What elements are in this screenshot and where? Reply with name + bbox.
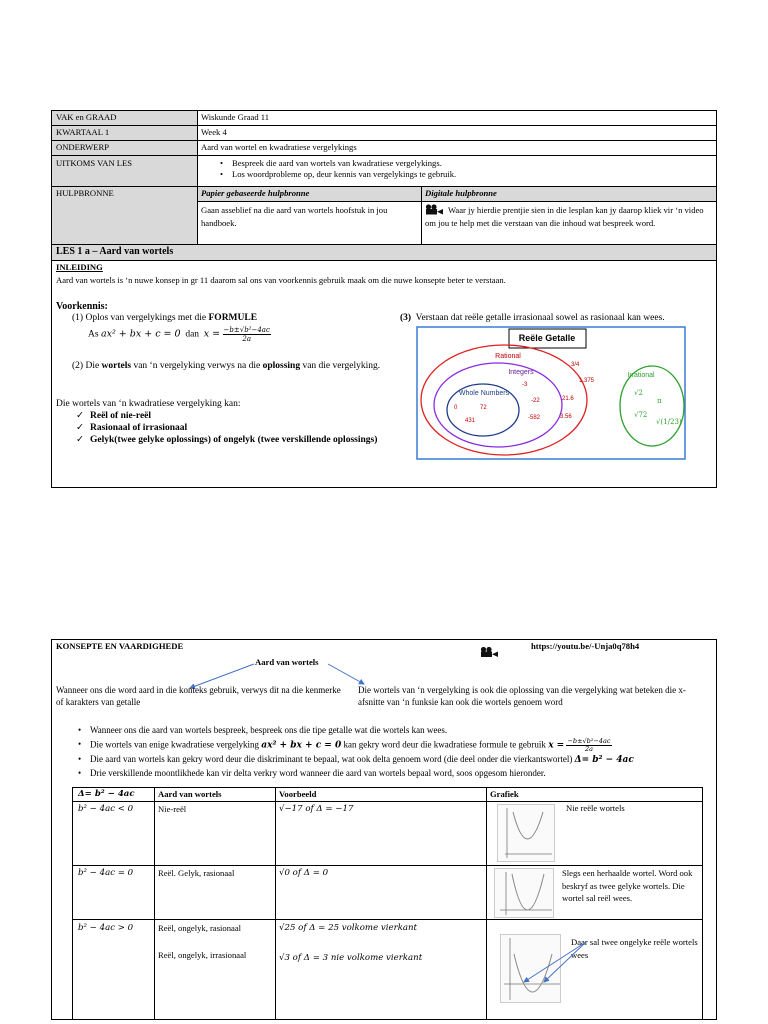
digitale-header: Digitale hulpbronne	[425, 188, 497, 198]
graph-one-root	[494, 868, 554, 918]
onderwerp-label: ONDERWERP	[56, 142, 109, 152]
delta-positive: b² − 4ac > 0	[78, 923, 134, 933]
col-header-delta: Δ= b² − 4ac	[78, 789, 135, 799]
kwartaal-value: Week 4	[201, 127, 227, 137]
check-item: ✓ Gelyk(twee gelyke oplossings) of ongelyk (twee verskillende oplossings)	[76, 434, 377, 446]
video-link[interactable]: https://youtu.be/-Unja0q78h4	[531, 641, 640, 651]
integer-number: -582	[528, 415, 541, 421]
les-title: LES 1 a – Aard van wortels	[56, 246, 174, 257]
col-header-grafiek: Grafiek	[490, 789, 519, 799]
vak-label: VAK en GRAAD	[56, 112, 117, 122]
uitkoms-list	[218, 158, 698, 180]
venn-title: Reële Getalle	[518, 333, 576, 343]
rational-number: 3/4	[571, 362, 580, 368]
rational-number: 1.375	[579, 378, 595, 384]
col-header-voorbeeld: Voorbeeld	[279, 789, 317, 799]
aard-rational: Reël, ongelyk, rasionaal	[158, 923, 242, 933]
integer-number: -3	[522, 382, 528, 388]
konsepte-heading: KONSEPTE EN VAARDIGHEDE	[56, 641, 184, 651]
konsepte-bullet: • Die wortels van enige kwadratiese vergelyking ax² + bx + c = 0 kan gekry word deur die kwadratiese formule te gebruik x = $\frac{\text{−b±√b²−4ac}}{2a}$	[76, 738, 706, 753]
graph-two-roots	[500, 934, 592, 1004]
aard-irrational: Reël, ongelyk, irrasionaal	[158, 950, 247, 960]
uitkoms-item: • Los woordprobleme op, deur kennis van vergelykings te gebruik.	[218, 169, 698, 180]
wortels-checklist	[76, 410, 377, 446]
graph-no-roots	[497, 804, 555, 862]
onderwerp-value: Aard van wortel en kwadratiese vergelykings	[201, 142, 357, 152]
aard-definition: Wanneer ons die word aard in die konteks gebruik, verwys dit na die kenmerke of karakters van getalle	[56, 685, 341, 707]
example-non-real: √−17 of Δ = −17	[279, 804, 354, 814]
rational-number: 21.6	[562, 396, 574, 402]
check-item: ✓ Reël of nie-reël	[76, 410, 377, 422]
example-equal-roots: √0 of Δ = 0	[279, 868, 329, 878]
irrational-label: Irrational	[627, 372, 655, 379]
aard-non-real: Nie-reël	[158, 804, 187, 814]
hulpbronne-label: HULPBRONNE	[56, 188, 114, 198]
wortels-definition: Die wortels van ‘n vergelyking is ook die oplossing van die vergelyking wat beteken die x-afsnitte van ‘n funksie kan ook die wortels genoem word	[358, 685, 686, 707]
real-numbers-venn-diagram	[416, 326, 686, 460]
voorkennis-item-2: (2) Die wortels van ‘n vergelyking verwys na die oplossing van die vergelyking.	[72, 361, 381, 371]
inleiding-text: Aard van wortels is ‘n nuwe konsep in gr 11 daarom sal ons van voorkennis gebruik maak om die nuwe konsepte beter te verstaan.	[56, 275, 506, 285]
konsepte-bullets	[76, 724, 706, 781]
irrational-number: √2	[634, 389, 643, 397]
papier-header: Papier gebaseerde hulpbronne	[201, 188, 310, 198]
delta-negative: b² − 4ac < 0	[78, 804, 134, 814]
delta-zero: b² − 4ac = 0	[78, 868, 134, 878]
note-equal-roots: Slegs een herhaalde wortel. Word ook beskryf as twee gelyke wortels. Die wortel sal reël wees.	[562, 868, 693, 903]
integers-label: Integers	[508, 369, 534, 376]
whole-number: 0	[454, 405, 458, 411]
voorkennis-item-1: (1) Oplos van vergelykings met die FORMULE	[72, 313, 258, 323]
note-two-roots: Daar sal twee ongelyke reële wortels wees	[571, 937, 698, 960]
integer-number: -22	[531, 398, 540, 404]
aard-van-wortels-label: Aard van wortels	[255, 657, 319, 667]
example-irrational: √3 of Δ = 3 nie volkome vierkant	[279, 953, 423, 963]
voorkennis-heading: Voorkennis:	[56, 301, 108, 312]
whole-numbers-label: Whole Numbers	[458, 390, 510, 397]
wortels-intro: Die wortels van ‘n kwadratiese vergelyking kan:	[56, 399, 241, 409]
aard-equal-roots: Reël. Gelyk, rasionaal	[158, 868, 235, 878]
papier-text: Gaan asseblief na die aard van wortels hoofstuk in jou handboek.	[201, 205, 388, 228]
video-camera-icon[interactable]	[425, 204, 445, 215]
digitale-text-block	[425, 204, 713, 230]
digitale-text: Waar jy hierdie prentjie sien in die lesplan kan jy daarop kliek vir ‘n video om jou te help met die verstaan van die inhoud wat bespreek word.	[425, 205, 704, 228]
konsepte-bullet: • Die aard van wortels kan gekry word deur die diskriminant te bepaal, wat ook delta genoem word (die deel onder die vierkantswortel) Δ= b² − 4ac	[76, 753, 706, 768]
formula-line: As ax² + bx + c = 0 dan x = $\frac{\text{−b±√b²−4ac}}{2a}$	[88, 326, 270, 343]
quadratic-formula: $\frac{\text{−b±√b²−4ac}}{2a}$	[223, 326, 270, 343]
example-rational: √25 of Δ = 25 volkome vierkant	[279, 923, 418, 933]
irrational-number: √(1/23)	[656, 418, 682, 426]
rational-number: 3.56	[560, 414, 572, 420]
konsepte-bullet: • Drie verskillende moontlikhede kan vir delta verkry word wanneer die aard van wortels bepaal word, soos opgesom hieronder.	[76, 767, 706, 781]
voorkennis-item-3: (3) Verstaan dat reële getalle irrasionaal sowel as rasionaal kan wees.	[400, 313, 665, 323]
check-item: ✓ Rasionaal of irrasionaal	[76, 422, 377, 434]
irrational-number: π	[657, 397, 662, 405]
irrational-number: √72	[634, 411, 648, 419]
video-camera-icon[interactable]	[480, 646, 500, 658]
konsepte-bullet: • Wanneer ons die aard van wortels bespreek, bespreek ons die tipe getalle wat die wortels kan wees.	[76, 724, 706, 738]
vak-value: Wiskunde Graad 11	[201, 112, 270, 122]
whole-number: 431	[465, 418, 476, 424]
uitkoms-item: • Bespreek die aard van wortels van kwadratiese vergelykings.	[218, 158, 698, 169]
uitkoms-label: UITKOMS VAN LES	[56, 158, 133, 168]
rational-label: Rational	[495, 353, 521, 360]
col-header-aard: Aard van wortels	[158, 789, 222, 799]
note-non-real: Nie reële wortels	[566, 803, 625, 813]
inleiding-heading: INLEIDING	[56, 262, 103, 272]
whole-number: 72	[480, 405, 487, 411]
kwartaal-label: KWARTAAL 1	[56, 127, 110, 137]
